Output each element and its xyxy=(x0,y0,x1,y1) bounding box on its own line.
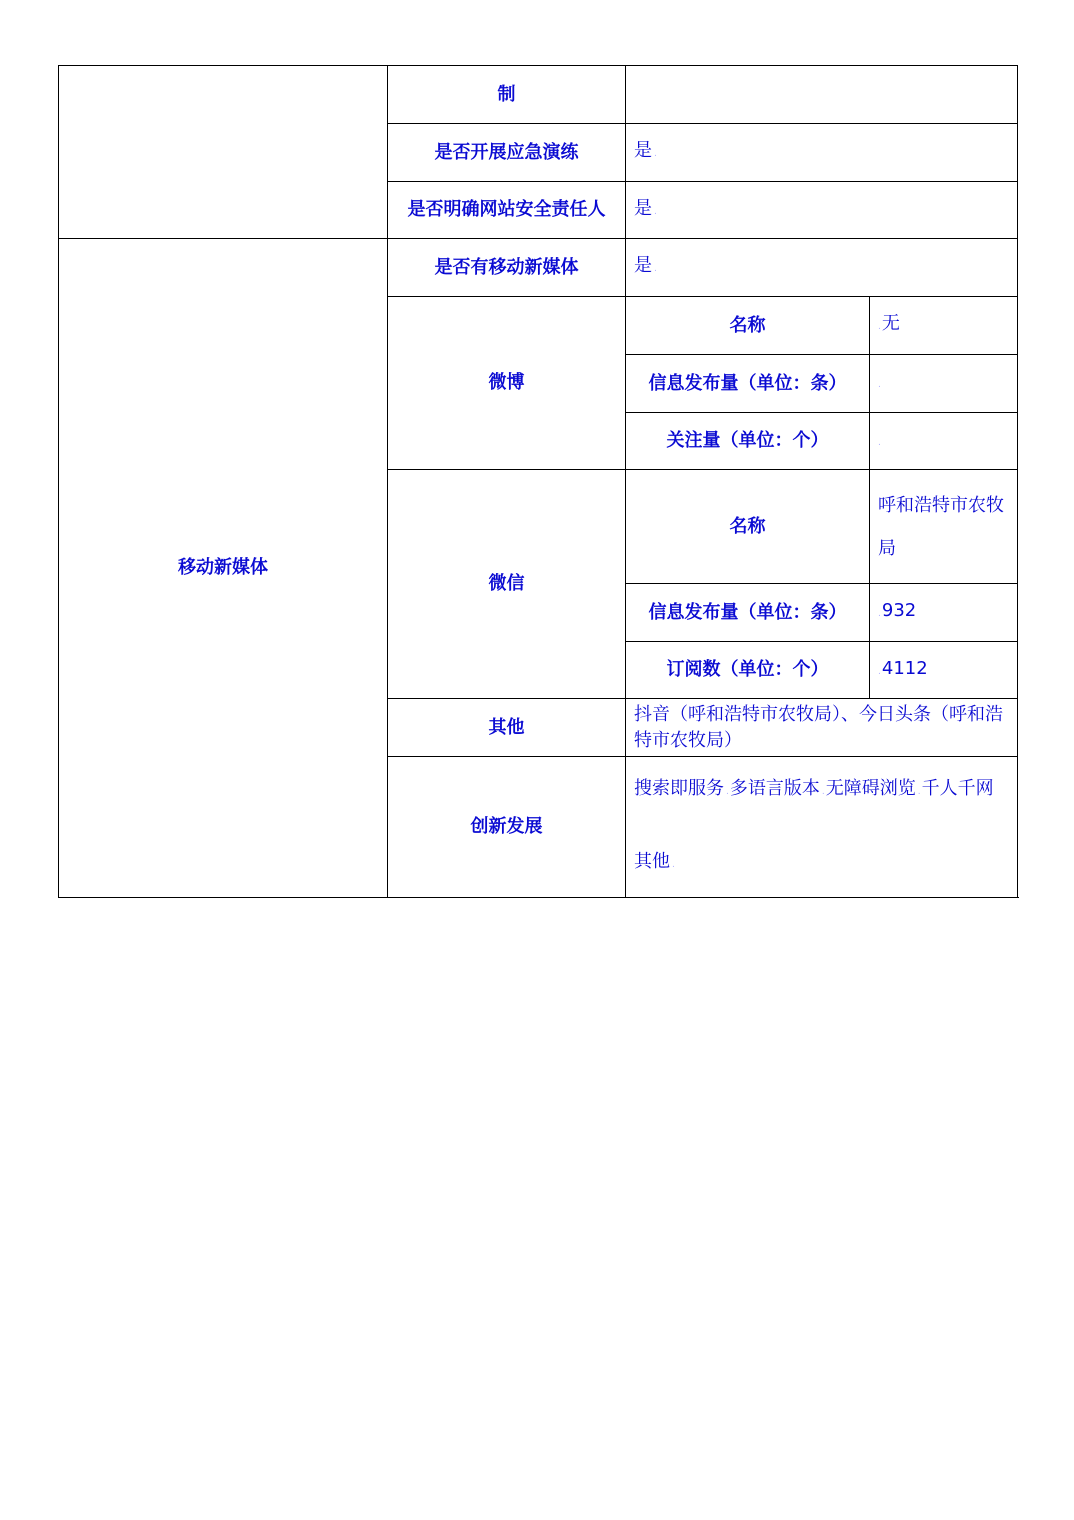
weibo-posts-label: 信息发布量（单位：条） xyxy=(626,355,870,413)
drill-value: 是 xyxy=(634,140,652,161)
owner-value-cell: 是 . xyxy=(626,182,1018,239)
weixin-posts-value-cell: .932 xyxy=(870,584,1018,642)
other-media-label: 其他 xyxy=(388,699,626,757)
weixin-name-value-cell xyxy=(870,470,1018,584)
weibo-name-value-cell: .无 xyxy=(870,297,1018,355)
zhi-label: 制 xyxy=(388,66,626,124)
weibo-follow-value-cell: . xyxy=(870,413,1018,470)
weixin-subs-value-cell: .4112 xyxy=(870,642,1018,699)
has-mobile-label: 是否有移动新媒体 xyxy=(388,239,626,297)
weibo-name-label: 名称 xyxy=(626,297,870,355)
drill-value-cell: 是 . xyxy=(626,124,1018,182)
innovation-other: 其他 xyxy=(634,851,670,872)
weibo-posts-value-cell: . xyxy=(870,355,1018,413)
empty-section-cell xyxy=(59,66,388,239)
weibo-name-value: 无 xyxy=(881,313,900,334)
weixin-posts-value: 932 xyxy=(881,600,917,621)
weibo-label: 微博 xyxy=(388,297,626,470)
mobile-section-label: 移动新媒体 xyxy=(59,239,388,898)
weixin-name-value-line1: 呼和浩特市农牧 xyxy=(878,494,1004,516)
owner-label: 是否明确网站安全责任人 xyxy=(388,182,626,239)
innovation-item: 千人千网 xyxy=(921,778,994,799)
table-row xyxy=(59,239,1018,297)
weixin-posts-label: 信息发布量（单位：条） xyxy=(626,584,870,642)
drill-label: 是否开展应急演练 xyxy=(388,124,626,182)
report-table xyxy=(58,65,1018,898)
innovation-label: 创新发展 xyxy=(388,757,626,898)
innovation-item: 多语言版本 xyxy=(729,778,820,799)
has-mobile-value: 是 xyxy=(634,255,652,276)
weixin-subs-value: 4112 xyxy=(881,657,928,679)
innovation-item: 无障碍浏览 xyxy=(825,778,916,799)
table-row xyxy=(59,66,1018,124)
other-media-value: 抖音（呼和浩特市农牧局）、今日头条（呼和浩特市农牧局） xyxy=(626,699,1018,757)
weixin-name-label: 名称 xyxy=(626,470,870,584)
innovation-item: 搜索即服务 xyxy=(634,778,724,799)
has-mobile-value-cell: 是 . xyxy=(626,239,1018,297)
zhi-value xyxy=(626,66,1018,124)
innovation-items: 搜索即服务 .多语言版本 .无障碍浏览 .千人千网 xyxy=(634,778,994,799)
weixin-label: 微信 xyxy=(388,470,626,699)
weixin-subs-label: 订阅数（单位：个） xyxy=(626,642,870,699)
owner-value: 是 xyxy=(634,197,652,219)
innovation-value-cell xyxy=(626,757,1018,898)
innovation-other-line: 其他 . xyxy=(634,851,675,872)
weixin-name-value-line2: 局 xyxy=(878,537,896,559)
weibo-follow-label: 关注量（单位：个） xyxy=(626,413,870,470)
